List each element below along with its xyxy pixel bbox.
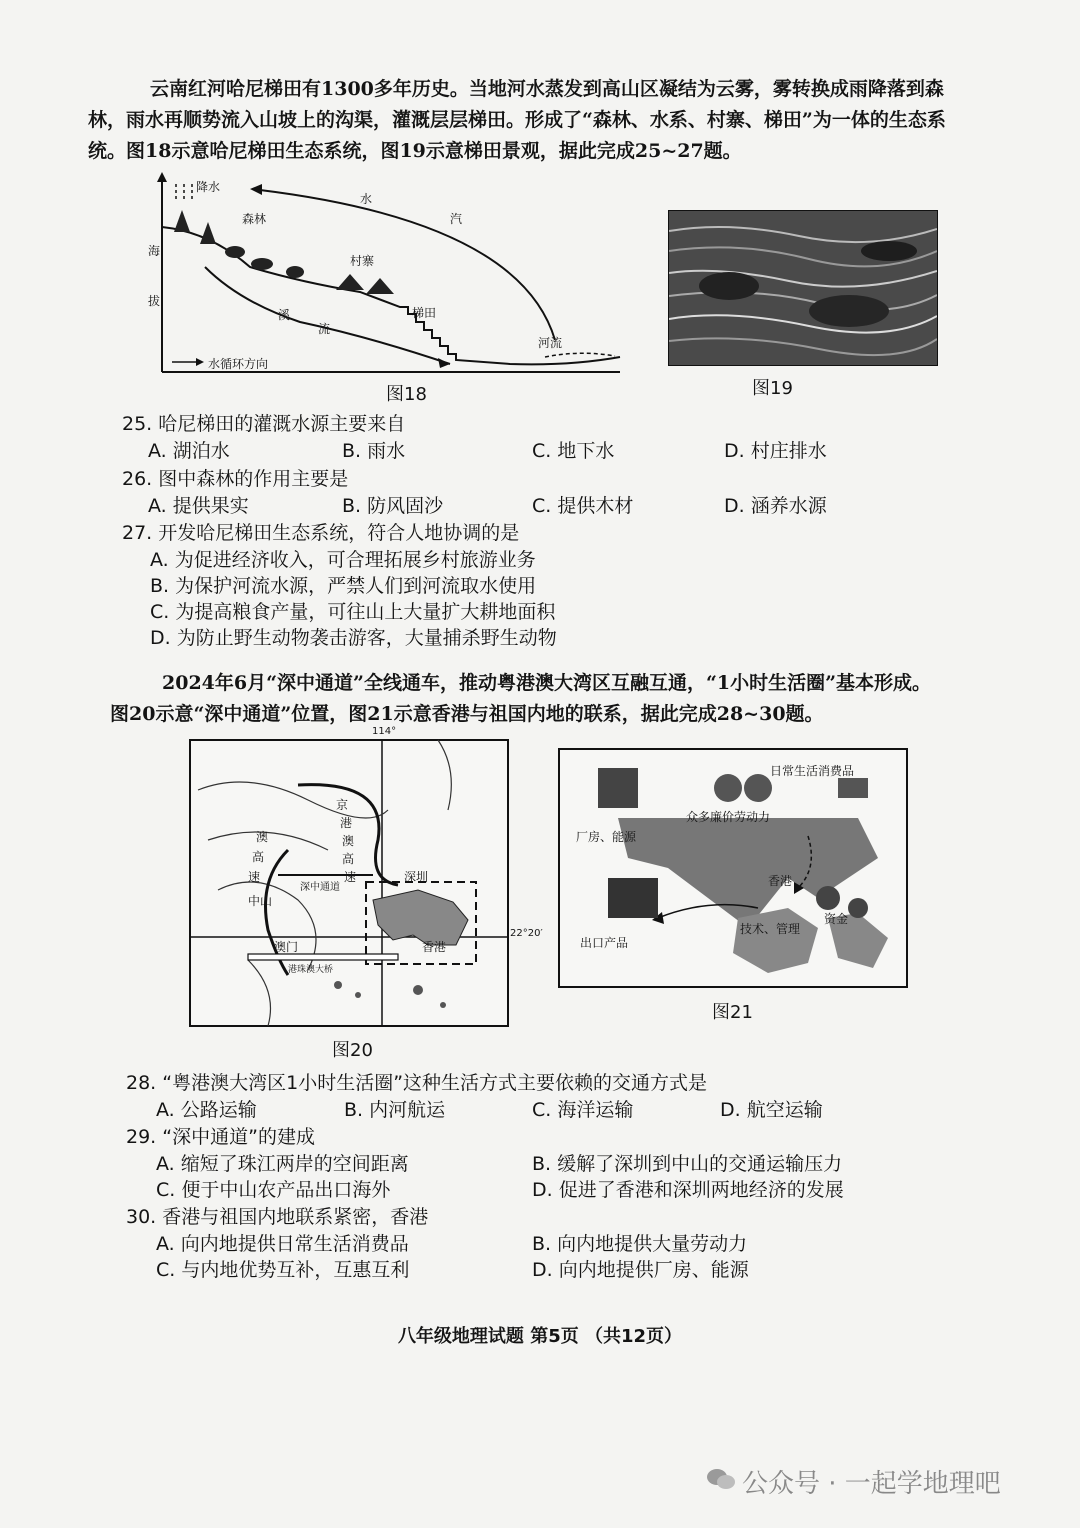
map-hongkong-label: 香港 xyxy=(422,940,447,954)
label-village: 村寨 xyxy=(350,254,375,268)
question-29-stem: 29. “深中通道”的建成 xyxy=(126,1126,315,1148)
label-sea: 海 xyxy=(148,244,161,258)
label-cycle: 水循环方向 xyxy=(208,357,269,371)
q25-option-b[interactable]: B. 雨水 xyxy=(342,440,406,462)
map-bridge-label: 港珠澳大桥 xyxy=(288,965,334,975)
intro-paragraph-2: 2024年6月“深中通道”全线通车，推动粤港澳大湾区互融互通，“1小时生活圈”基本形成。图20示意“深中通道”位置，图21示意香港与祖国内地的联系，据此完成28~30题。 xyxy=(110,672,932,725)
q28-option-d[interactable]: D. 航空运输 xyxy=(720,1099,823,1121)
map-gz-1: 澳 xyxy=(256,830,269,844)
q26-option-b[interactable]: B. 防风固沙 xyxy=(342,495,444,517)
q30-option-d[interactable]: D. 向内地提供厂房、能源 xyxy=(532,1259,749,1281)
q27-option-d[interactable]: D. 为防止野生动物袭击游客，大量捕杀野生动物 xyxy=(150,627,557,649)
q26-option-d[interactable]: D. 涵养水源 xyxy=(724,495,827,517)
q29-option-a[interactable]: A. 缩短了珠江两岸的空间距离 xyxy=(156,1153,409,1175)
map-gz-3: 速 xyxy=(248,870,261,884)
page-footer: 八年级地理试题 第5页 （共12页） xyxy=(397,1326,683,1347)
figure-19-terrace-photo xyxy=(668,210,938,366)
q27-option-c[interactable]: C. 为提高粮食产量，可往山上大量扩大耕地面积 xyxy=(150,601,556,623)
q25-option-c[interactable]: C. 地下水 xyxy=(532,440,615,462)
q30-option-a[interactable]: A. 向内地提供日常生活消费品 xyxy=(156,1233,409,1255)
q28-option-a[interactable]: A. 公路运输 xyxy=(156,1099,257,1121)
q25-option-d[interactable]: D. 村庄排水 xyxy=(724,440,827,462)
watermark-text: 公众号 · 一起学地理吧 xyxy=(742,1469,1001,1499)
fig21-factory-label: 厂房、能源 xyxy=(576,830,637,844)
label-water: 水 xyxy=(360,192,373,206)
wechat-icon xyxy=(706,1466,736,1492)
question-26-stem: 26. 图中森林的作用主要是 xyxy=(122,468,349,490)
figure-19-caption: 图19 xyxy=(752,378,793,399)
figure-20-map xyxy=(188,726,543,1030)
map-shenzhong-label: 深中通道 xyxy=(300,882,340,893)
figure-21-diagram xyxy=(558,748,908,988)
q29-option-b[interactable]: B. 缓解了深圳到中山的交通运输压力 xyxy=(532,1153,843,1175)
map-jg-5: 速 xyxy=(344,870,357,884)
map-jg-3: 澳 xyxy=(342,834,355,848)
label-alt: 拔 xyxy=(148,294,161,308)
q27-option-b[interactable]: B. 为保护河流水源，严禁人们到河流取水使用 xyxy=(150,575,537,597)
label-forest: 森林 xyxy=(242,212,267,226)
map-jg-4: 高 xyxy=(342,852,355,866)
q25-option-a[interactable]: A. 湖泊水 xyxy=(148,440,230,462)
map-lat-label: 22°20′ xyxy=(510,928,543,939)
map-jg-1: 京 xyxy=(336,798,349,812)
q27-option-a[interactable]: A. 为促进经济收入，可合理拓展乡村旅游业务 xyxy=(150,549,536,571)
q26-option-a[interactable]: A. 提供果实 xyxy=(148,495,249,517)
q29-option-c[interactable]: C. 便于中山农产品出口海外 xyxy=(156,1179,391,1201)
fig21-daily-goods-label: 日常生活消费品 xyxy=(770,764,855,778)
fig21-tech-label: 技术、管理 xyxy=(740,922,801,936)
map-gz-2: 高 xyxy=(252,850,265,864)
q26-option-c[interactable]: C. 提供木材 xyxy=(532,495,634,517)
fig21-hk-label: 香港 xyxy=(768,874,793,888)
fig21-labor-label: 众多廉价劳动力 xyxy=(686,810,771,824)
question-30-stem: 30. 香港与祖国内地联系紧密，香港 xyxy=(126,1206,429,1228)
figure-21-caption: 图21 xyxy=(712,1002,753,1023)
figure-20-caption: 图20 xyxy=(332,1040,373,1061)
intro-paragraph-1: 云南红河哈尼梯田有1300多年历史。当地河水蒸发到高山区凝结为云雾，雾转换成雨降落到森林，雨水再顺势流入山坡上的沟渠，灌溉层层梯田。形成了“森林、水系、村寨、梯田”为一体的生态系统。图18示意哈尼梯田生态系统，图19示意梯田景观，据此完成25~27题。 xyxy=(88,78,946,162)
q30-option-b[interactable]: B. 向内地提供大量劳动力 xyxy=(532,1233,748,1255)
q28-option-b[interactable]: B. 内河航运 xyxy=(344,1099,446,1121)
label-stream2: 流 xyxy=(318,322,331,336)
map-jg-2: 港 xyxy=(340,816,353,830)
map-zhongshan-label: 中山 xyxy=(248,894,273,908)
q29-option-d[interactable]: D. 促进了香港和深圳两地经济的发展 xyxy=(532,1179,844,1201)
fig21-capital-label: 资金 xyxy=(824,912,849,926)
q30-option-c[interactable]: C. 与内地优势互补，互惠互利 xyxy=(156,1259,410,1281)
map-lon-label: 114° xyxy=(372,726,397,737)
fig21-export-label: 出口产品 xyxy=(580,936,629,950)
label-river: 河流 xyxy=(538,336,563,350)
label-rain: 降水 xyxy=(196,180,221,194)
question-28-stem: 28. “粤港澳大湾区1小时生活圈”这种生活方式主要依赖的交通方式是 xyxy=(126,1072,708,1094)
question-25-stem: 25. 哈尼梯田的灌溉水源主要来自 xyxy=(122,413,406,435)
label-vapor: 汽 xyxy=(450,212,463,226)
question-27-stem: 27. 开发哈尼梯田生态系统，符合人地协调的是 xyxy=(122,522,520,544)
figure-18-caption: 图18 xyxy=(386,384,427,405)
label-terrace: 梯田 xyxy=(412,306,437,320)
q28-option-c[interactable]: C. 海洋运输 xyxy=(532,1099,634,1121)
map-shenzhen-label: 深圳 xyxy=(404,870,429,884)
figure-18-diagram xyxy=(150,172,630,382)
map-macau-label: 澳门 xyxy=(274,940,299,954)
label-stream1: 溪 xyxy=(278,308,291,322)
